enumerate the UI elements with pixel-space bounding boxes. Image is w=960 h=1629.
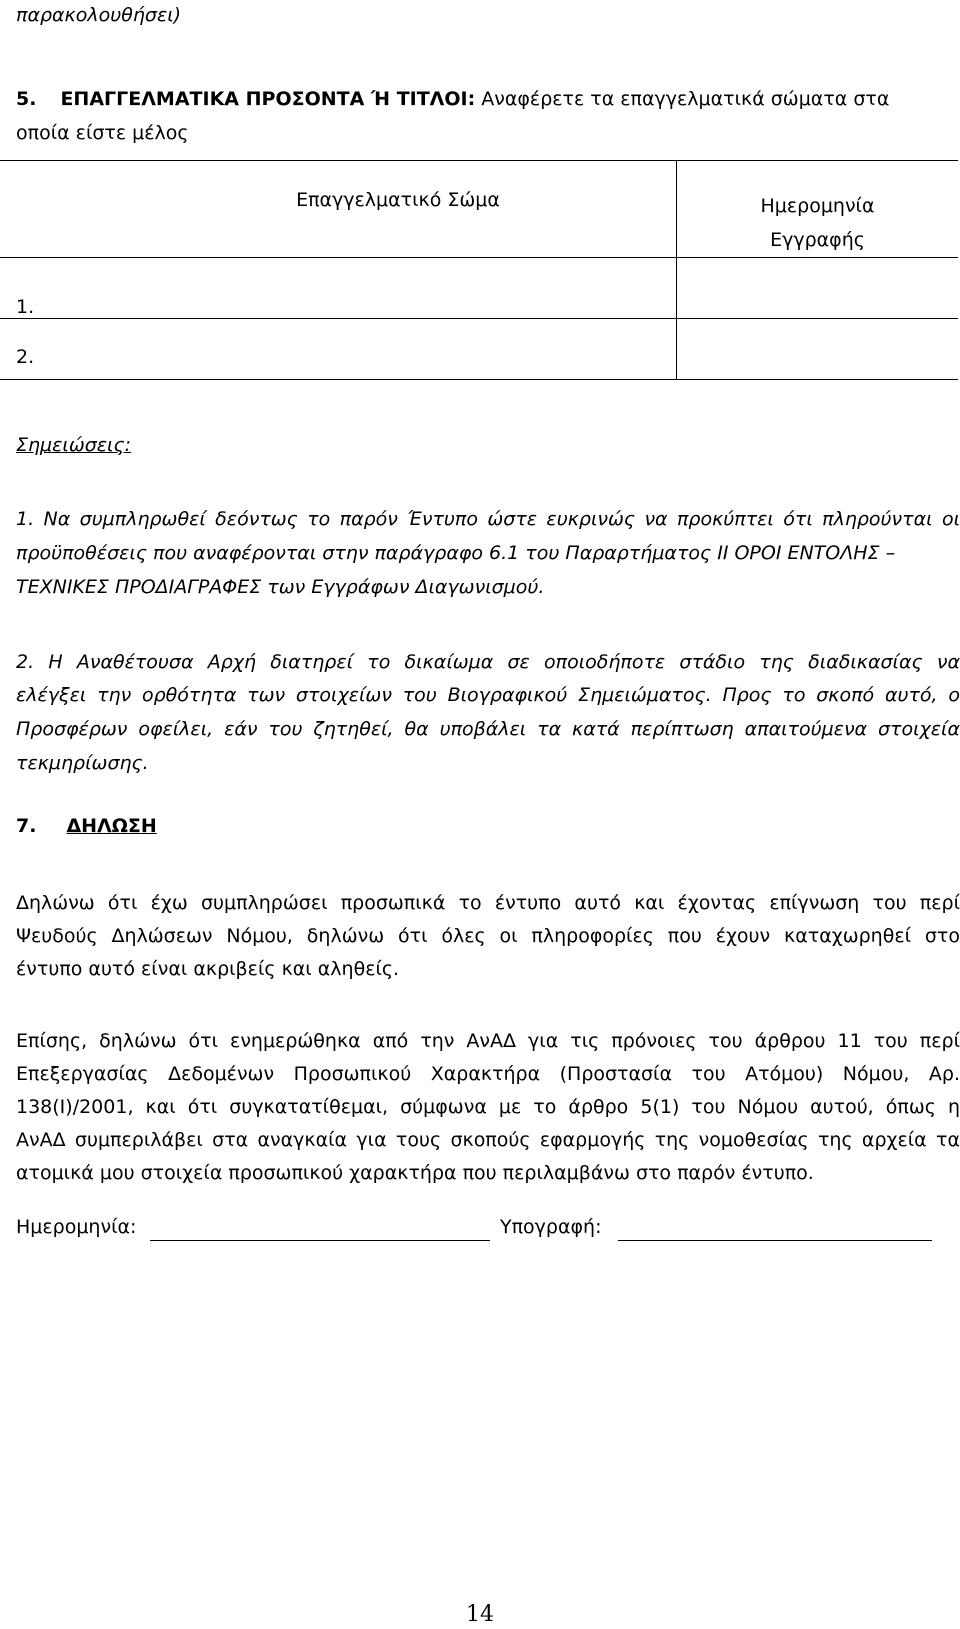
section5-intro-line2: οποία είστε μέλος bbox=[16, 122, 189, 144]
page-number: 14 bbox=[466, 1602, 494, 1627]
note1-line: ΤΕΧΝΙΚΕΣ ΠΡΟΔΙΑΓΡΑΦΕΣ των Εγγράφων Διαγωνισμού. bbox=[16, 576, 545, 598]
notes-heading: Σημειώσεις: bbox=[16, 434, 132, 456]
consent-line: ατομικά μου στοιχεία προσωπικού χαρακτήρα που περιλαμβάνω στο παρόν έντυπο. bbox=[16, 1162, 814, 1184]
section7-number: 7. bbox=[16, 815, 37, 837]
table-cell-body[interactable] bbox=[0, 319, 677, 380]
section5-number: 5. bbox=[16, 88, 37, 110]
table-cell-date[interactable] bbox=[677, 319, 959, 380]
note1-line: προϋποθέσεις που αναφέρονται στην παράγραφο 6.1 του Παραρτήματος ΙΙ ΟΡΟΙ ΕΝΤΟΛΗΣ – bbox=[16, 542, 896, 564]
declaration-line: Ψευδούς Δηλώσεων Νόμου, δηλώνω ότι όλες οι πληροφορίες που έχουν καταχωρηθεί στο bbox=[16, 925, 960, 947]
signature-field[interactable] bbox=[618, 1240, 932, 1241]
row-label: 1. bbox=[16, 296, 35, 318]
col1-header: Επαγγελματικό Σώμα bbox=[296, 189, 500, 211]
previous-page-fragment: παρακολουθήσει) bbox=[16, 4, 182, 26]
table-cell-body[interactable] bbox=[0, 258, 677, 319]
consent-line: Επεξεργασίας Δεδομένων Προσωπικού Χαρακτήρα (Προστασία του Ατόμου) Νόμου, Αρ. bbox=[16, 1063, 960, 1085]
date-field[interactable] bbox=[150, 1240, 490, 1241]
signature-label: Υπογραφή: bbox=[500, 1216, 602, 1238]
section5-heading bbox=[16, 88, 889, 110]
table-header-body bbox=[0, 161, 677, 258]
section7-title: ΔΗΛΩΣΗ bbox=[66, 815, 157, 837]
section7-heading bbox=[16, 815, 157, 837]
declaration-line: Δηλώνω ότι έχω συμπληρώσει προσωπικά το έντυπο αυτό και έχοντας επίγνωση του περί bbox=[16, 892, 960, 914]
note2-line: ελέγξει την ορθότητα των στοιχείων του Βιογραφικού Σημειώματος. Προς το σκοπό αυτό, ο bbox=[16, 684, 960, 706]
note2-line: Προσφέρων οφείλει, εάν του ζητηθεί, θα υποβάλει τα κατά περίπτωση απαιτούμενα στοιχεία bbox=[16, 718, 960, 740]
note2-line: τεκμηρίωσης. bbox=[16, 752, 149, 774]
table-row bbox=[0, 258, 958, 319]
note2-line: 2. Η Αναθέτουσα Αρχή διατηρεί το δικαίωμα σε οποιοδήποτε στάδιο της διαδικασίας να bbox=[16, 651, 960, 673]
table-cell-date[interactable] bbox=[677, 258, 959, 319]
section5-title: ΕΠΑΓΓΕΛΜΑΤΙΚΑ ΠΡΟΣΟΝΤΑ Ή ΤΙΤΛΟΙ: bbox=[60, 88, 476, 110]
consent-line: ΑνΑΔ συμπεριλάβει στα αναγκαία για τους σκοπούς εφαρμογής της νομοθεσίας της αρχεία τα bbox=[16, 1129, 960, 1151]
table-row bbox=[0, 319, 958, 380]
table-header-date bbox=[677, 161, 959, 258]
section5-intro-line1: Αναφέρετε τα επαγγελματικά σώματα στα bbox=[481, 88, 890, 110]
declaration-line: έντυπο αυτό είναι ακριβείς και αληθείς. bbox=[16, 958, 400, 980]
col2-header-line2: Εγγραφής bbox=[770, 229, 865, 251]
note1-line: 1. Να συμπληρωθεί δεόντως το παρόν Έντυπο ώστε ευκρινώς να προκύπτει ότι πληρούνται οι bbox=[16, 508, 960, 530]
professional-bodies-table bbox=[0, 160, 958, 380]
row-label: 2. bbox=[16, 346, 35, 368]
consent-line: Επίσης, δηλώνω ότι ενημερώθηκα από την ΑνΑΔ για τις πρόνοιες του άρθρου 11 του περί bbox=[16, 1030, 960, 1052]
consent-line: 138(Ι)/2001, και ότι συγκατατίθεμαι, σύμφωνα με το άρθρο 5(1) του Νόμου αυτού, όπως η bbox=[16, 1096, 960, 1118]
col2-header-line1: Ημερομηνία bbox=[760, 195, 875, 217]
date-label: Ημερομηνία: bbox=[16, 1216, 137, 1238]
